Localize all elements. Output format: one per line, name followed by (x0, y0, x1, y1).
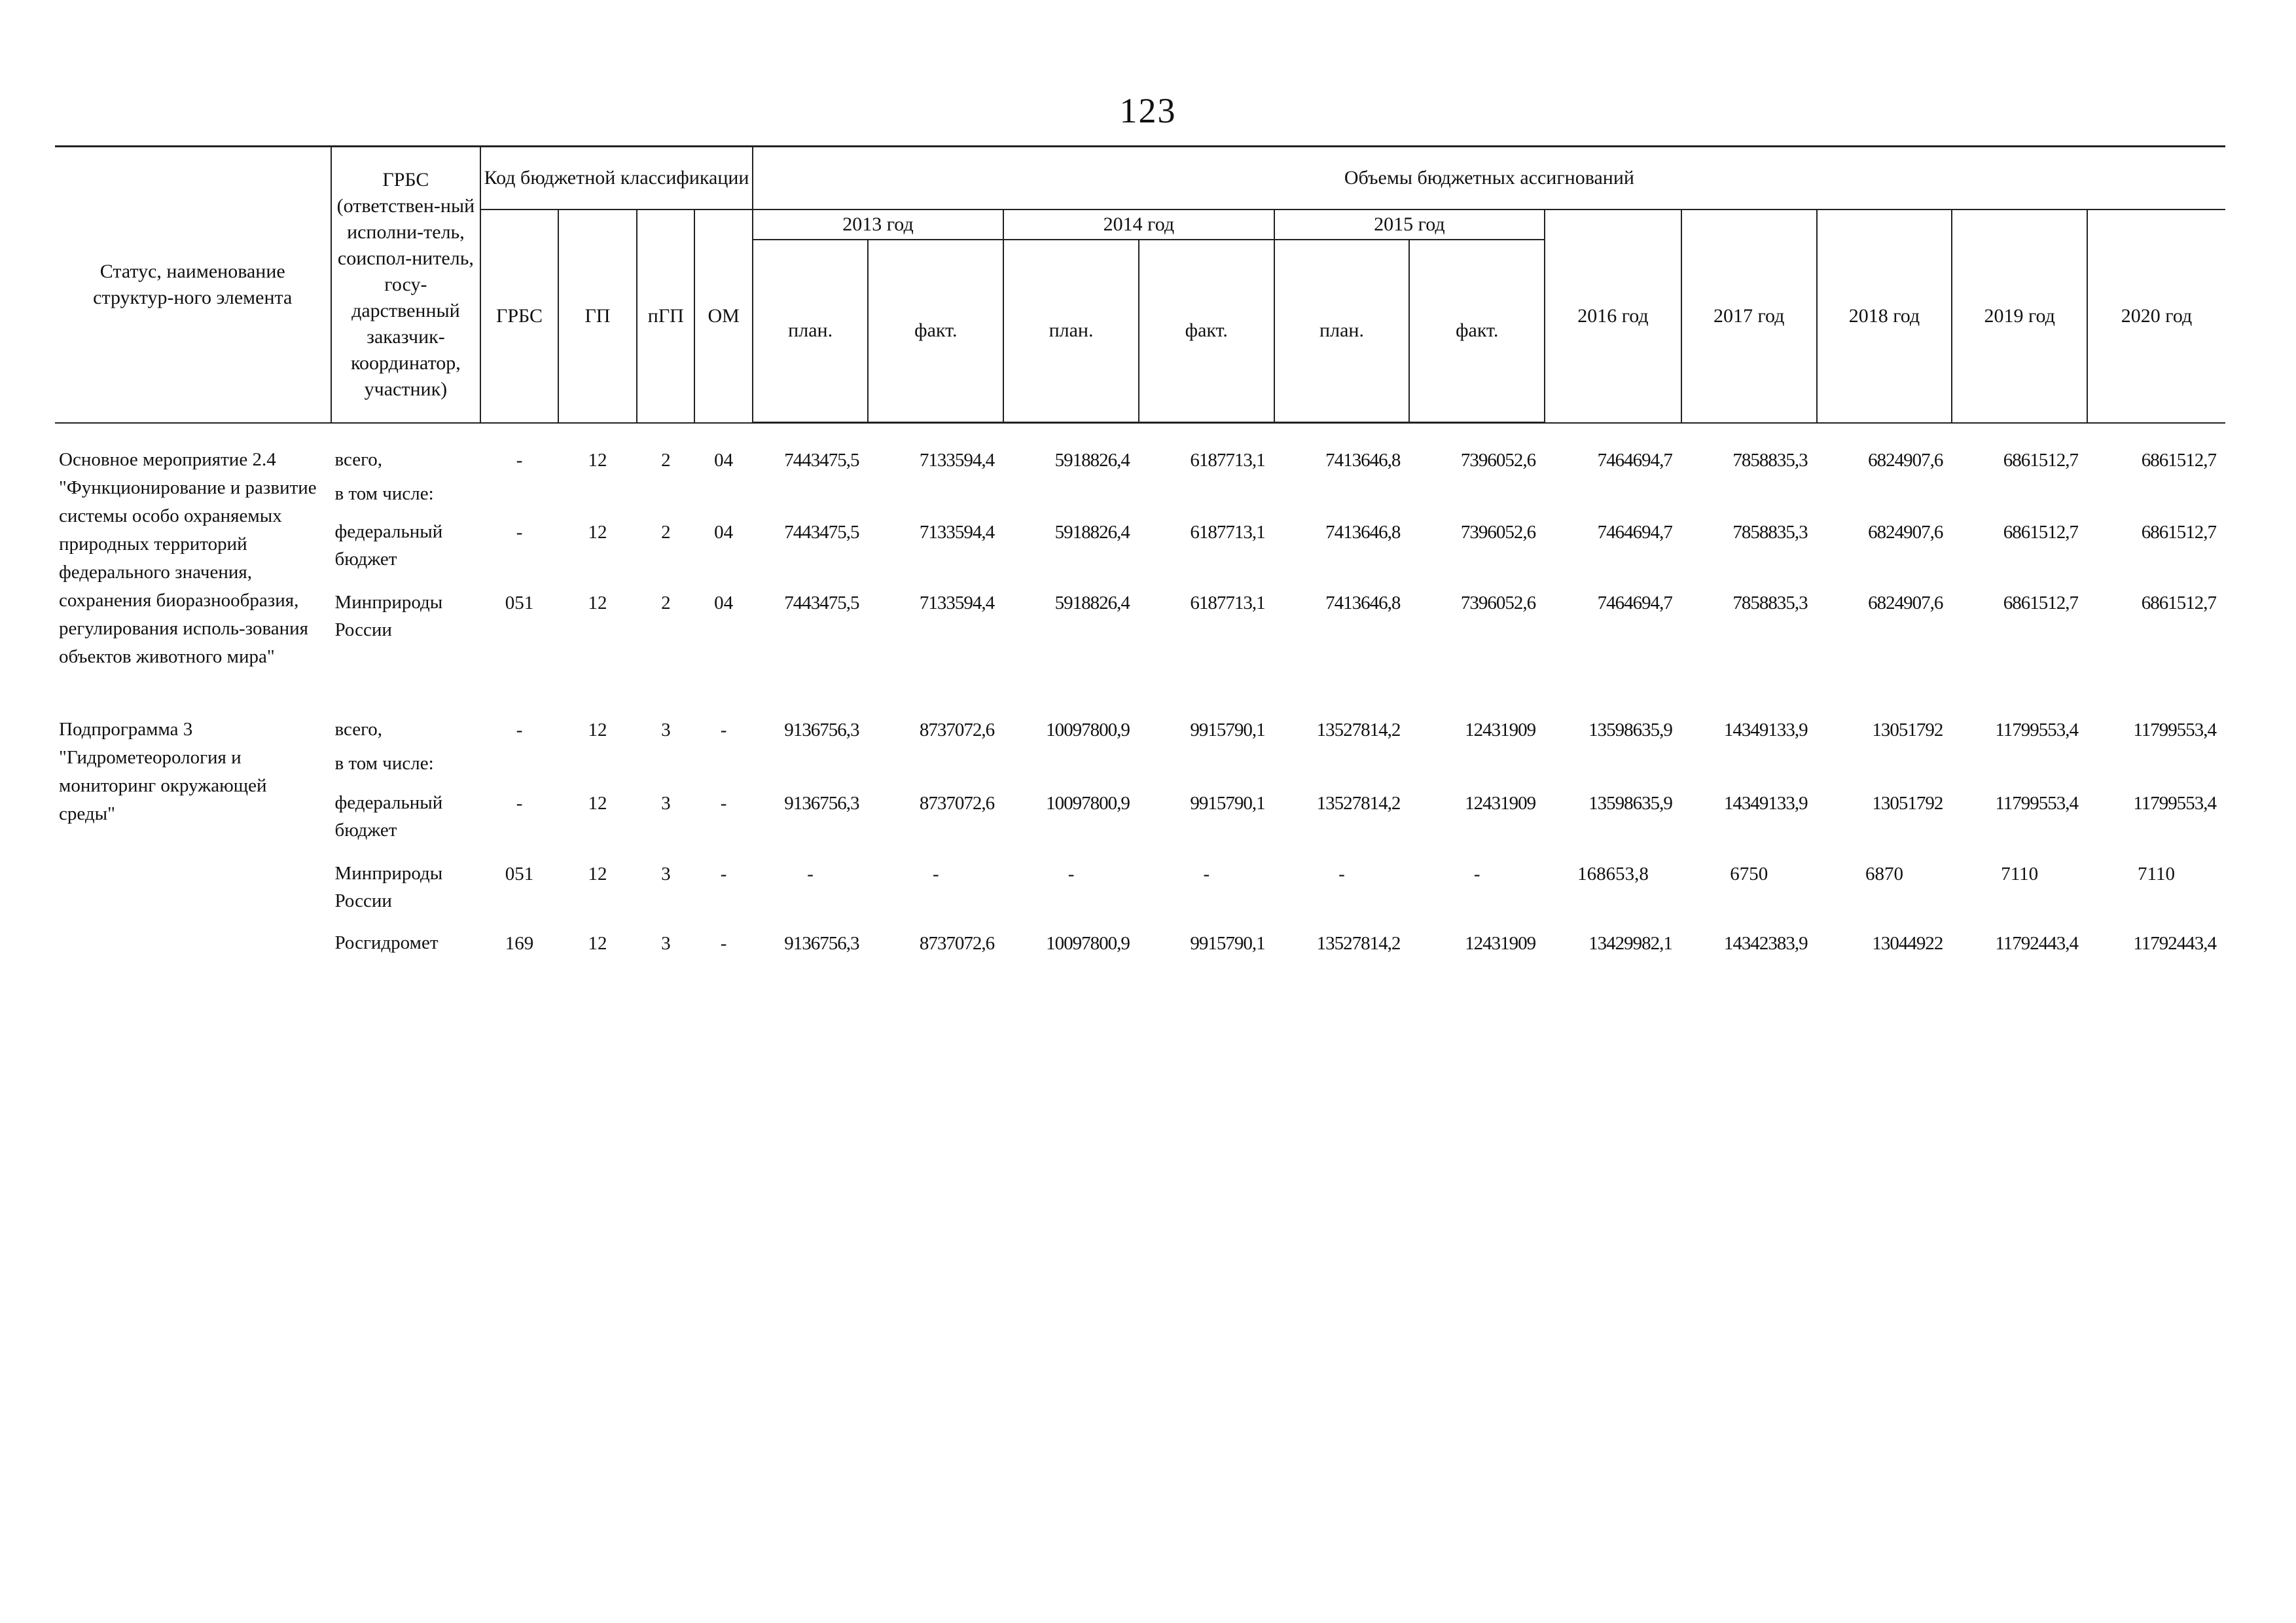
section-title: Основное мероприятие 2.4 "Функционирование и развитие системы особо охраняемых природных территорий федерального значения, сохранения биоразнообразия, регулирования исполь-зования объектов животного мира" (59, 449, 317, 667)
responsible-label: федеральный бюджет (334, 521, 443, 570)
value-cell: 13044922 (1872, 933, 1943, 954)
value-cell: 7413646,8 (1325, 522, 1401, 543)
value-cell: 11799553,4 (1995, 720, 2079, 740)
pgp-cell: 2 (661, 593, 671, 613)
om-cell: - (720, 864, 727, 884)
om-cell: 04 (714, 522, 734, 543)
responsible-label: Росгидромет (334, 932, 439, 953)
value-cell: 6750 (1730, 864, 1768, 884)
responsible-cell (331, 446, 481, 507)
year-2018-header: 2018 год (1817, 210, 1952, 423)
plan-2014-header: план. (1003, 240, 1139, 423)
pgp-cell: 2 (661, 522, 671, 543)
year-2013-header: 2013 год (753, 210, 1003, 240)
value-cell: 11792443,4 (1995, 933, 2079, 954)
table-row (55, 446, 2225, 507)
grbs-cell: - (516, 720, 523, 740)
value-cell: 6861512,7 (2003, 522, 2079, 543)
value-cell: 6824907,6 (1868, 593, 1943, 613)
table-row (55, 716, 2225, 777)
value-cell: 7464694,7 (1597, 593, 1672, 613)
value-cell: 168653,8 (1577, 864, 1649, 884)
value-cell: 6861512,7 (2141, 593, 2216, 613)
value-cell: 14349133,9 (1723, 720, 1808, 740)
responsible-label: всего, (334, 719, 383, 740)
value-cell: 6187713,1 (1190, 522, 1265, 543)
value-cell: 13051792 (1872, 720, 1943, 740)
pgp-cell: 3 (661, 864, 671, 884)
plan-2013-header: план. (753, 240, 869, 423)
value-cell: 13527814,2 (1316, 933, 1401, 954)
code-grbs-header: ГРБС (480, 210, 558, 423)
gp-cell: 12 (588, 793, 607, 814)
grbs-cell: 051 (505, 593, 534, 613)
value-cell: 7133594,4 (919, 593, 995, 613)
table-body (55, 423, 2225, 958)
plan-2015-header: план. (1274, 240, 1410, 423)
om-cell: 04 (714, 450, 734, 471)
grbs-cell: 169 (505, 933, 534, 954)
table-row (55, 777, 2225, 844)
value-cell: 11792443,4 (2133, 933, 2216, 954)
year-2019-header: 2019 год (1952, 210, 2087, 423)
om-cell: - (720, 933, 727, 954)
year-2016-header: 2016 год (1545, 210, 1681, 423)
value-cell: 5918826,4 (1054, 593, 1130, 613)
responsible-sublabel: в том числе: (334, 753, 434, 774)
value-cell: 7413646,8 (1325, 593, 1401, 613)
grbs-responsible-column-header: ГРБС (ответствен-ный исполни-тель, соиспол-нитель, госу-дарственный заказчик-координатор, участник) (331, 147, 481, 423)
value-cell: 7443475,5 (784, 593, 859, 613)
value-cell: 14342383,9 (1723, 933, 1808, 954)
fact-2013-header: факт. (868, 240, 1003, 423)
value-cell: 7858835,3 (1732, 593, 1808, 613)
volumes-group-header: Объемы бюджетных ассигнований (753, 147, 2225, 210)
value-cell: 6870 (1865, 864, 1903, 884)
value-cell: - (1067, 864, 1075, 884)
value-cell: 7133594,4 (919, 522, 995, 543)
value-cell: 9915790,1 (1190, 720, 1265, 740)
value-cell: 7443475,5 (784, 522, 859, 543)
table-row (55, 915, 2225, 958)
value-cell: 7413646,8 (1325, 450, 1401, 471)
value-cell: 7110 (2001, 864, 2039, 884)
fact-2014-header: факт. (1139, 240, 1274, 423)
value-cell: 8737072,6 (919, 720, 995, 740)
status-column-header: Статус, наименование структур-ного элемента (55, 147, 331, 423)
value-cell: 10097800,9 (1046, 720, 1130, 740)
value-cell: 13429982,1 (1588, 933, 1672, 954)
value-cell: 7396052,6 (1460, 593, 1536, 613)
value-cell: 9136756,3 (784, 933, 859, 954)
budget-allocation-table (55, 145, 2225, 958)
value-cell: 6824907,6 (1868, 522, 1943, 543)
value-cell: 7858835,3 (1732, 450, 1808, 471)
value-cell: 9915790,1 (1190, 793, 1265, 814)
table-row (55, 844, 2225, 915)
responsible-label: Минприроды России (334, 592, 443, 640)
table-row (55, 507, 2225, 573)
value-cell: 7396052,6 (1460, 522, 1536, 543)
gp-cell: 12 (588, 864, 607, 884)
gp-cell: 12 (588, 593, 607, 613)
value-cell: - (1473, 864, 1480, 884)
grbs-cell: - (516, 793, 523, 814)
value-cell: 12431909 (1465, 793, 1536, 814)
responsible-label: всего, (334, 449, 383, 470)
value-cell: 9136756,3 (784, 720, 859, 740)
year-2017-header: 2017 год (1681, 210, 1817, 423)
value-cell: 10097800,9 (1046, 933, 1130, 954)
table-header (55, 147, 2225, 423)
grbs-cell: - (516, 450, 523, 471)
value-cell: 7464694,7 (1597, 522, 1672, 543)
code-pgp-header: пГП (637, 210, 694, 423)
value-cell: 7464694,7 (1597, 450, 1672, 471)
value-cell: 7858835,3 (1732, 522, 1808, 543)
value-cell: 5918826,4 (1054, 450, 1130, 471)
grbs-cell: - (516, 522, 523, 543)
gp-cell: 12 (588, 933, 607, 954)
value-cell: 5918826,4 (1054, 522, 1130, 543)
value-cell: 6861512,7 (2003, 450, 2079, 471)
om-cell: 04 (714, 593, 734, 613)
value-cell: 13051792 (1872, 793, 1943, 814)
gp-cell: 12 (588, 450, 607, 471)
table-row (55, 573, 2225, 704)
year-2014-header: 2014 год (1003, 210, 1274, 240)
value-cell: 11799553,4 (1995, 793, 2079, 814)
om-cell: - (720, 720, 727, 740)
value-cell: 11799553,4 (2133, 720, 2216, 740)
value-cell: 11799553,4 (2133, 793, 2216, 814)
value-cell: 14349133,9 (1723, 793, 1808, 814)
value-cell: 6187713,1 (1190, 593, 1265, 613)
value-cell: 6861512,7 (2141, 450, 2216, 471)
value-cell: 6187713,1 (1190, 450, 1265, 471)
pgp-cell: 3 (661, 720, 671, 740)
code-om-header: ОМ (694, 210, 752, 423)
value-cell: 7443475,5 (784, 450, 859, 471)
value-cell: 13527814,2 (1316, 793, 1401, 814)
value-cell: - (1338, 864, 1345, 884)
page-number: 123 (1119, 91, 1177, 130)
value-cell: 6861512,7 (2003, 593, 2079, 613)
responsible-cell (331, 716, 481, 777)
value-cell: 9915790,1 (1190, 933, 1265, 954)
responsible-label: Минприроды России (334, 863, 443, 911)
value-cell: 13598635,9 (1588, 793, 1672, 814)
responsible-sublabel: в том числе: (334, 483, 434, 504)
value-cell: 12431909 (1465, 933, 1536, 954)
fact-2015-header: факт. (1409, 240, 1545, 423)
responsible-label: федеральный бюджет (334, 792, 443, 841)
value-cell: - (1203, 864, 1210, 884)
gp-cell: 12 (588, 720, 607, 740)
value-cell: 8737072,6 (919, 793, 995, 814)
grbs-cell: 051 (505, 864, 534, 884)
value-cell: - (932, 864, 939, 884)
value-cell: 9136756,3 (784, 793, 859, 814)
year-2020-header: 2020 год (2087, 210, 2225, 423)
om-cell: - (720, 793, 727, 814)
value-cell: 6824907,6 (1868, 450, 1943, 471)
year-2015-header: 2015 год (1274, 210, 1545, 240)
code-gp-header: ГП (558, 210, 637, 423)
pgp-cell: 2 (661, 450, 671, 471)
value-cell: 12431909 (1465, 720, 1536, 740)
value-cell: 7133594,4 (919, 450, 995, 471)
value-cell: 8737072,6 (919, 933, 995, 954)
value-cell: 7110 (2138, 864, 2175, 884)
value-cell: 13527814,2 (1316, 720, 1401, 740)
pgp-cell: 3 (661, 933, 671, 954)
section-title: Подпрограмма 3 "Гидрометеорология и мониторинг окружающей среды" (59, 719, 267, 824)
gp-cell: 12 (588, 522, 607, 543)
budget-code-group-header: Код бюджетной классификации (480, 147, 753, 210)
value-cell: 13598635,9 (1588, 720, 1672, 740)
value-cell: 10097800,9 (1046, 793, 1130, 814)
value-cell: - (807, 864, 814, 884)
value-cell: 7396052,6 (1460, 450, 1536, 471)
pgp-cell: 3 (661, 793, 671, 814)
value-cell: 6861512,7 (2141, 522, 2216, 543)
